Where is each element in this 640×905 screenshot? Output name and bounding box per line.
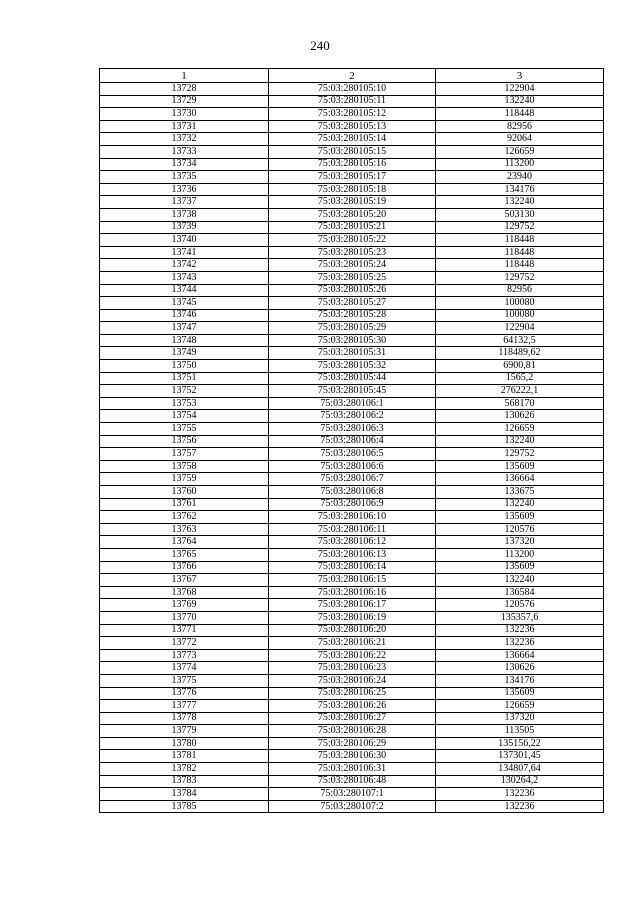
table-body <box>100 83 604 813</box>
cadastral-number-cell: 75:03:280106:9 <box>269 498 436 511</box>
table-row <box>100 687 604 700</box>
table-row <box>100 725 604 738</box>
cadastral-number-cell: 75:03:280106:22 <box>269 649 436 662</box>
value-cell: 568170 <box>436 397 604 410</box>
table-row <box>100 246 604 259</box>
value-cell: 132240 <box>436 196 604 209</box>
table-row <box>100 410 604 423</box>
value-cell: 122904 <box>436 322 604 335</box>
row-number-cell: 13753 <box>100 397 269 410</box>
cadastral-number-cell: 75:03:280106:25 <box>269 687 436 700</box>
table-row <box>100 788 604 801</box>
cadastral-number-cell: 75:03:280106:11 <box>269 523 436 536</box>
row-number-cell: 13777 <box>100 700 269 713</box>
value-cell: 132236 <box>436 788 604 801</box>
row-number-cell: 13766 <box>100 561 269 574</box>
row-number-cell: 13779 <box>100 725 269 738</box>
cadastral-number-cell: 75:03:280106:30 <box>269 750 436 763</box>
row-number-cell: 13784 <box>100 788 269 801</box>
row-number-cell: 13769 <box>100 599 269 612</box>
value-cell: 1565,2 <box>436 372 604 385</box>
cadastral-number-cell: 75:03:280106:28 <box>269 725 436 738</box>
cadastral-number-cell: 75:03:280106:5 <box>269 448 436 461</box>
table-row <box>100 750 604 763</box>
cadastral-number-cell: 75:03:280105:13 <box>269 120 436 133</box>
cadastral-number-cell: 75:03:280106:23 <box>269 662 436 675</box>
row-number-cell: 13775 <box>100 674 269 687</box>
table-row <box>100 196 604 209</box>
cadastral-number-cell: 75:03:280106:12 <box>269 536 436 549</box>
value-cell: 137320 <box>436 536 604 549</box>
value-cell: 136664 <box>436 649 604 662</box>
table-row <box>100 372 604 385</box>
value-cell: 135609 <box>436 460 604 473</box>
cadastral-number-cell: 75:03:280105:44 <box>269 372 436 385</box>
cadastral-number-cell: 75:03:280105:28 <box>269 309 436 322</box>
row-number-cell: 13765 <box>100 548 269 561</box>
row-number-cell: 13728 <box>100 83 269 96</box>
value-cell: 113200 <box>436 548 604 561</box>
cadastral-number-cell: 75:03:280105:10 <box>269 83 436 96</box>
table-row <box>100 385 604 398</box>
row-number-cell: 13780 <box>100 737 269 750</box>
row-number-cell: 13752 <box>100 385 269 398</box>
value-cell: 120576 <box>436 523 604 536</box>
table-row <box>100 83 604 96</box>
row-number-cell: 13751 <box>100 372 269 385</box>
table-row <box>100 611 604 624</box>
cadastral-number-cell: 75:03:280105:29 <box>269 322 436 335</box>
value-cell: 126659 <box>436 700 604 713</box>
row-number-cell: 13783 <box>100 775 269 788</box>
table-row <box>100 624 604 637</box>
row-number-cell: 13749 <box>100 347 269 360</box>
row-number-cell: 13758 <box>100 460 269 473</box>
cadastral-number-cell: 75:03:280105:45 <box>269 385 436 398</box>
value-cell: 135609 <box>436 687 604 700</box>
row-number-cell: 13762 <box>100 511 269 524</box>
value-cell: 133675 <box>436 486 604 499</box>
cadastral-number-cell: 75:03:280106:29 <box>269 737 436 750</box>
value-cell: 276222,1 <box>436 385 604 398</box>
value-cell: 130626 <box>436 410 604 423</box>
row-number-cell: 13768 <box>100 586 269 599</box>
table-row <box>100 309 604 322</box>
cadastral-number-cell: 75:03:280106:4 <box>269 435 436 448</box>
value-cell: 6900,81 <box>436 360 604 373</box>
value-cell: 130264,2 <box>436 775 604 788</box>
row-number-cell: 13735 <box>100 171 269 184</box>
table-row <box>100 322 604 335</box>
value-cell: 136584 <box>436 586 604 599</box>
row-number-cell: 13764 <box>100 536 269 549</box>
value-cell: 135156,22 <box>436 737 604 750</box>
table-row <box>100 586 604 599</box>
table-row <box>100 334 604 347</box>
table-row <box>100 448 604 461</box>
cadastral-number-cell: 75:03:280105:15 <box>269 145 436 158</box>
value-cell: 132236 <box>436 624 604 637</box>
table-row <box>100 498 604 511</box>
row-number-cell: 13733 <box>100 145 269 158</box>
cadastral-number-cell: 75:03:280105:16 <box>269 158 436 171</box>
page-number: 240 <box>310 38 330 53</box>
row-number-cell: 13729 <box>100 95 269 108</box>
value-cell: 100080 <box>436 309 604 322</box>
cadastral-number-cell: 75:03:280105:18 <box>269 183 436 196</box>
value-cell: 130626 <box>436 662 604 675</box>
cadastral-number-cell: 75:03:280105:20 <box>269 208 436 221</box>
table-row <box>100 574 604 587</box>
cadastral-number-cell: 75:03:280105:17 <box>269 171 436 184</box>
value-cell: 118448 <box>436 259 604 272</box>
row-number-cell: 13743 <box>100 271 269 284</box>
row-number-cell: 13782 <box>100 763 269 776</box>
row-number-cell: 13745 <box>100 297 269 310</box>
row-number-cell: 13747 <box>100 322 269 335</box>
cadastral-number-cell: 75:03:280106:7 <box>269 473 436 486</box>
cadastral-number-cell: 75:03:280105:24 <box>269 259 436 272</box>
row-number-cell: 13734 <box>100 158 269 171</box>
row-number-cell: 13767 <box>100 574 269 587</box>
cadastral-number-cell: 75:03:280105:21 <box>269 221 436 234</box>
table-row <box>100 700 604 713</box>
cadastral-number-cell: 75:03:280105:22 <box>269 234 436 247</box>
cadastral-number-cell: 75:03:280105:23 <box>269 246 436 259</box>
table-row <box>100 674 604 687</box>
cadastral-number-cell: 75:03:280107:1 <box>269 788 436 801</box>
row-number-cell: 13770 <box>100 611 269 624</box>
row-number-cell: 13731 <box>100 120 269 133</box>
row-number-cell: 13778 <box>100 712 269 725</box>
value-cell: 82956 <box>436 120 604 133</box>
cadastral-number-cell: 75:03:280106:24 <box>269 674 436 687</box>
table-row <box>100 800 604 813</box>
value-cell: 113505 <box>436 725 604 738</box>
table-row <box>100 712 604 725</box>
column-header-3: 3 <box>436 69 604 83</box>
row-number-cell: 13738 <box>100 208 269 221</box>
table-row <box>100 460 604 473</box>
table-row <box>100 183 604 196</box>
header-row <box>100 69 604 83</box>
value-cell: 132236 <box>436 800 604 813</box>
cadastral-number-cell: 75:03:280106:17 <box>269 599 436 612</box>
table-row <box>100 297 604 310</box>
row-number-cell: 13757 <box>100 448 269 461</box>
table-row <box>100 120 604 133</box>
cadastral-number-cell: 75:03:280106:19 <box>269 611 436 624</box>
cadastral-number-cell: 75:03:280106:14 <box>269 561 436 574</box>
value-cell: 92064 <box>436 133 604 146</box>
row-number-cell: 13754 <box>100 410 269 423</box>
cadastral-number-cell: 75:03:280106:1 <box>269 397 436 410</box>
value-cell: 136664 <box>436 473 604 486</box>
value-cell: 137301,45 <box>436 750 604 763</box>
row-number-cell: 13785 <box>100 800 269 813</box>
table-row <box>100 95 604 108</box>
cadastral-number-cell: 75:03:280106:2 <box>269 410 436 423</box>
value-cell: 129752 <box>436 448 604 461</box>
table-row <box>100 284 604 297</box>
table-row <box>100 775 604 788</box>
row-number-cell: 13744 <box>100 284 269 297</box>
cadastral-number-cell: 75:03:280105:31 <box>269 347 436 360</box>
table-row <box>100 536 604 549</box>
row-number-cell: 13739 <box>100 221 269 234</box>
table-row <box>100 435 604 448</box>
table-row <box>100 208 604 221</box>
row-number-cell: 13746 <box>100 309 269 322</box>
row-number-cell: 13776 <box>100 687 269 700</box>
column-header-1: 1 <box>100 69 269 83</box>
cadastral-number-cell: 75:03:280106:3 <box>269 423 436 436</box>
row-number-cell: 13774 <box>100 662 269 675</box>
cadastral-number-cell: 75:03:280105:11 <box>269 95 436 108</box>
value-cell: 100080 <box>436 297 604 310</box>
cadastral-number-cell: 75:03:280106:15 <box>269 574 436 587</box>
value-cell: 135357,6 <box>436 611 604 624</box>
row-number-cell: 13759 <box>100 473 269 486</box>
row-number-cell: 13772 <box>100 637 269 650</box>
value-cell: 132236 <box>436 637 604 650</box>
value-cell: 64132,5 <box>436 334 604 347</box>
row-number-cell: 13742 <box>100 259 269 272</box>
data-table <box>99 68 604 813</box>
cadastral-number-cell: 75:03:280106:20 <box>269 624 436 637</box>
table-row <box>100 548 604 561</box>
table-row <box>100 158 604 171</box>
table-row <box>100 599 604 612</box>
row-number-cell: 13755 <box>100 423 269 436</box>
table-row <box>100 423 604 436</box>
table-row <box>100 637 604 650</box>
cadastral-number-cell: 75:03:280106:21 <box>269 637 436 650</box>
value-cell: 503130 <box>436 208 604 221</box>
row-number-cell: 13763 <box>100 523 269 536</box>
row-number-cell: 13730 <box>100 108 269 121</box>
cadastral-number-cell: 75:03:280106:26 <box>269 700 436 713</box>
row-number-cell: 13750 <box>100 360 269 373</box>
cadastral-number-cell: 75:03:280105:19 <box>269 196 436 209</box>
table-row <box>100 523 604 536</box>
cadastral-number-cell: 75:03:280106:13 <box>269 548 436 561</box>
table-row <box>100 271 604 284</box>
row-number-cell: 13771 <box>100 624 269 637</box>
value-cell: 134807,64 <box>436 763 604 776</box>
cadastral-number-cell: 75:03:280105:14 <box>269 133 436 146</box>
row-number-cell: 13741 <box>100 246 269 259</box>
table-row <box>100 561 604 574</box>
table-row <box>100 486 604 499</box>
value-cell: 129752 <box>436 271 604 284</box>
row-number-cell: 13740 <box>100 234 269 247</box>
cadastral-number-cell: 75:03:280105:26 <box>269 284 436 297</box>
value-cell: 134176 <box>436 183 604 196</box>
row-number-cell: 13761 <box>100 498 269 511</box>
value-cell: 118448 <box>436 246 604 259</box>
cadastral-number-cell: 75:03:280106:10 <box>269 511 436 524</box>
table-row <box>100 171 604 184</box>
row-number-cell: 13756 <box>100 435 269 448</box>
value-cell: 137320 <box>436 712 604 725</box>
cadastral-number-cell: 75:03:280106:8 <box>269 486 436 499</box>
value-cell: 126659 <box>436 423 604 436</box>
row-number-cell: 13760 <box>100 486 269 499</box>
value-cell: 122904 <box>436 83 604 96</box>
table-row <box>100 763 604 776</box>
value-cell: 132240 <box>436 95 604 108</box>
row-number-cell: 13736 <box>100 183 269 196</box>
column-header-2: 2 <box>269 69 436 83</box>
table-row <box>100 221 604 234</box>
row-number-cell: 13748 <box>100 334 269 347</box>
table-row <box>100 397 604 410</box>
value-cell: 129752 <box>436 221 604 234</box>
cadastral-number-cell: 75:03:280105:12 <box>269 108 436 121</box>
table-row <box>100 511 604 524</box>
table-row <box>100 108 604 121</box>
value-cell: 118489,62 <box>436 347 604 360</box>
value-cell: 118448 <box>436 234 604 247</box>
cadastral-number-cell: 75:03:280106:48 <box>269 775 436 788</box>
table-row <box>100 649 604 662</box>
cadastral-number-cell: 75:03:280106:16 <box>269 586 436 599</box>
row-number-cell: 13732 <box>100 133 269 146</box>
table-row <box>100 662 604 675</box>
row-number-cell: 13773 <box>100 649 269 662</box>
cadastral-number-cell: 75:03:280105:27 <box>269 297 436 310</box>
cadastral-number-cell: 75:03:280106:6 <box>269 460 436 473</box>
table-row <box>100 473 604 486</box>
value-cell: 118448 <box>436 108 604 121</box>
value-cell: 135609 <box>436 511 604 524</box>
table-row <box>100 360 604 373</box>
cadastral-number-cell: 75:03:280105:30 <box>269 334 436 347</box>
value-cell: 132240 <box>436 574 604 587</box>
value-cell: 126659 <box>436 145 604 158</box>
row-number-cell: 13781 <box>100 750 269 763</box>
table-row <box>100 259 604 272</box>
value-cell: 134176 <box>436 674 604 687</box>
value-cell: 132240 <box>436 435 604 448</box>
row-number-cell: 13737 <box>100 196 269 209</box>
table-row <box>100 347 604 360</box>
table-row <box>100 737 604 750</box>
cadastral-number-cell: 75:03:280106:27 <box>269 712 436 725</box>
table-header <box>100 69 604 83</box>
cadastral-number-cell: 75:03:280105:25 <box>269 271 436 284</box>
cadastral-number-cell: 75:03:280105:32 <box>269 360 436 373</box>
value-cell: 113200 <box>436 158 604 171</box>
cadastral-number-cell: 75:03:280106:31 <box>269 763 436 776</box>
table-row <box>100 133 604 146</box>
value-cell: 120576 <box>436 599 604 612</box>
value-cell: 23940 <box>436 171 604 184</box>
table-row <box>100 145 604 158</box>
value-cell: 135609 <box>436 561 604 574</box>
value-cell: 132240 <box>436 498 604 511</box>
value-cell: 82956 <box>436 284 604 297</box>
table-row <box>100 234 604 247</box>
cadastral-number-cell: 75:03:280107:2 <box>269 800 436 813</box>
